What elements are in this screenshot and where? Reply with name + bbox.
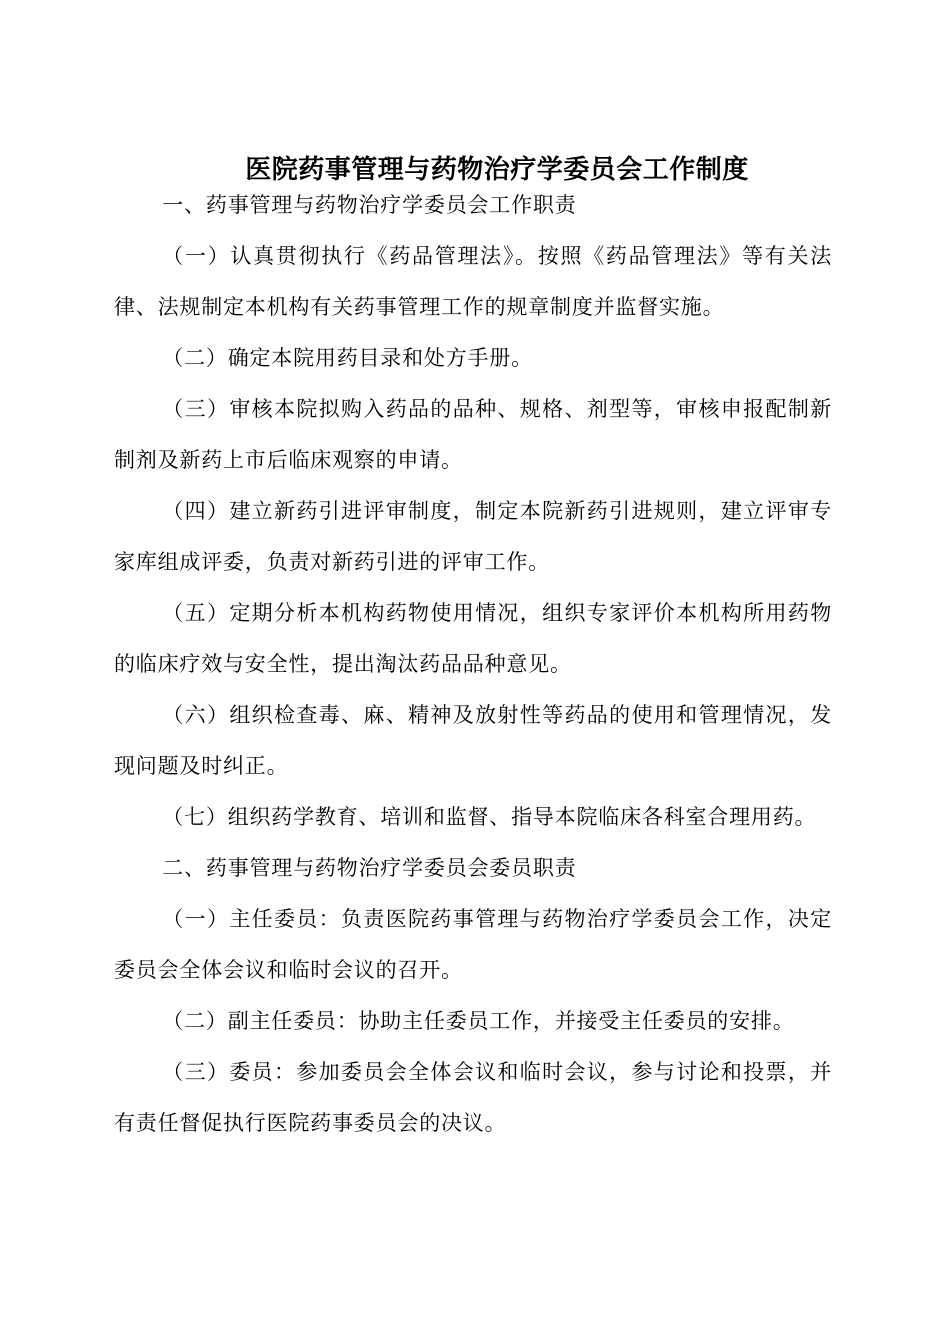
paragraph-item-1: （一）认真贯彻执行《药品管理法》。按照《药品管理法》等有关法律、法规制定本机构有关药事管理工作的规章制度并监督实施。 <box>114 244 832 319</box>
paragraph-item-6: （六）组织检查毒、麻、精神及放射性等药品的使用和管理情况，发现问题及时纠正。 <box>114 703 832 778</box>
paragraph-item-4: （四）建立新药引进评审制度，制定本院新药引进规则，建立评审专家库组成评委，负责对新药引进的评审工作。 <box>114 499 832 574</box>
document-title: 医院药事管理与药物治疗学委员会工作制度 <box>245 155 749 186</box>
paragraph-item-5: （五）定期分析本机构药物使用情况，组织专家评价本机构所用药物的临床疗效与安全性，提出淘汰药品品种意见。 <box>114 601 832 676</box>
paragraph-item-2: （二）确定本院用药目录和处方手册。 <box>162 346 533 370</box>
paragraph-member-chair: （一）主任委员：负责医院药事管理与药物治疗学委员会工作，决定委员会全体会议和临时会议的召开。 <box>114 907 832 982</box>
paragraph-member-vice-chair: （二）副主任委员：协助主任委员工作，并接受主任委员的安排。 <box>162 1009 795 1033</box>
paragraph-item-7: （七）组织药学教育、培训和监督、指导本院临床各科室合理用药。 <box>162 805 817 829</box>
section-heading-member-duties: 二、药事管理与药物治疗学委员会委员职责 <box>162 856 577 880</box>
section-heading-duties: 一、药事管理与药物治疗学委员会工作职责 <box>162 193 577 217</box>
paragraph-item-3: （三）审核本院拟购入药品的品种、规格、剂型等，审核申报配制新制剂及新药上市后临床观察的申请。 <box>114 397 832 472</box>
paragraph-member-committee: （三）委员：参加委员会全体会议和临时会议，参与讨论和投票，并有责任督促执行医院药事委员会的决议。 <box>114 1060 832 1135</box>
document-body <box>114 180 832 1149</box>
